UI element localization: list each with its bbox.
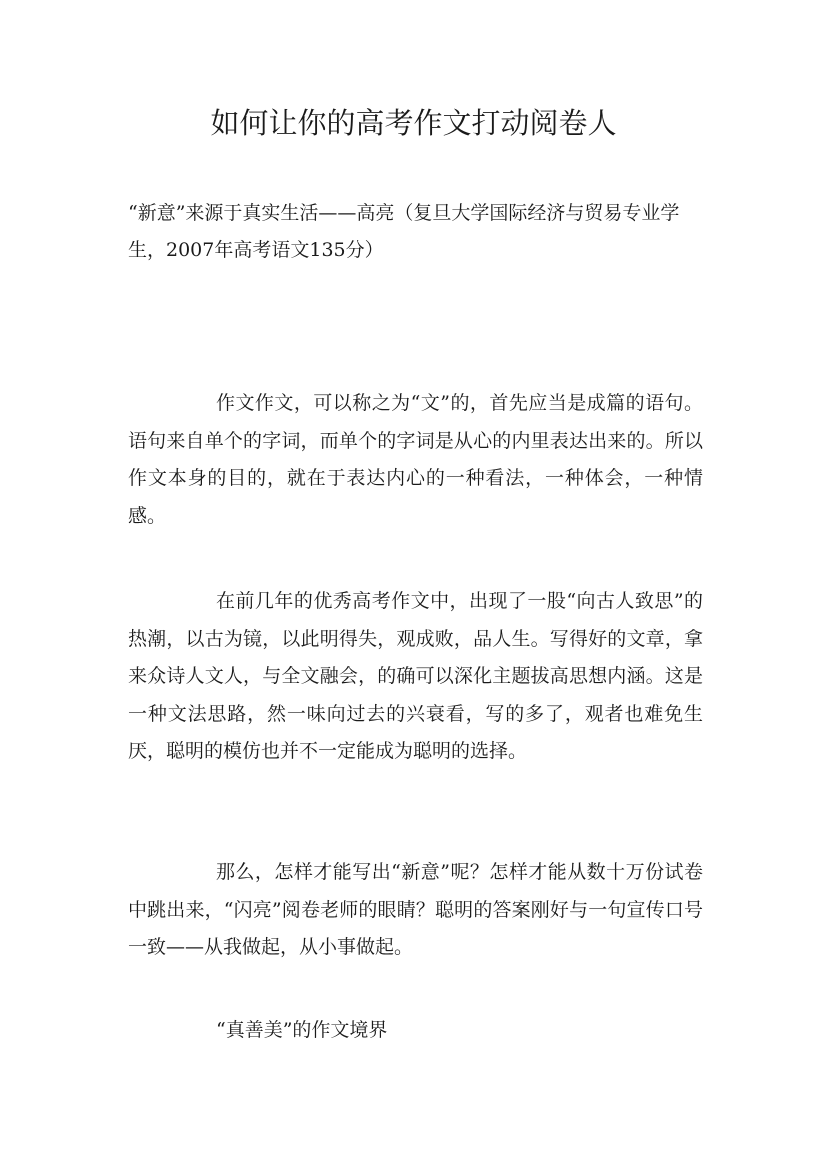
document-title: 如何让你的高考作文打动阅卷人: [210, 106, 617, 140]
document-subtitle: “新意”来源于真实生活——高亮（复旦大学国际经济与贸易专业学生，2007年高考语文135分）: [128, 202, 680, 261]
paragraph-3: 那么，怎样才能写出“新意”呢？怎样才能从数十万份试卷中跳出来，“闪亮”阅卷老师的眼睛？聪明的答案刚好与一句宣传口号一致——从我做起，从小事做起。: [128, 861, 703, 958]
paragraph-2: 在前几年的优秀高考作文中，出现了一股“向古人致思”的热潮，以古为镜，以此明得失，观成败，品人生。写得好的文章，拿来众诗人文人，与全文融会，的确可以深化主题拔高思想内涵。这是一种文法思路，然一味向过去的兴衰看，写的多了，观者也难免生厌，聪明的模仿也并不一定能成为聪明的选择。: [128, 590, 703, 762]
paragraph-1: 作文作文，可以称之为“文”的，首先应当是成篇的语句。语句来自单个的字词，而单个的字词是从心的内里表达出来的。所以作文本身的目的，就在于表达内心的一种看法，一种体会，一种情感。: [128, 392, 703, 527]
section-heading: “真善美”的作文境界: [216, 1019, 388, 1041]
